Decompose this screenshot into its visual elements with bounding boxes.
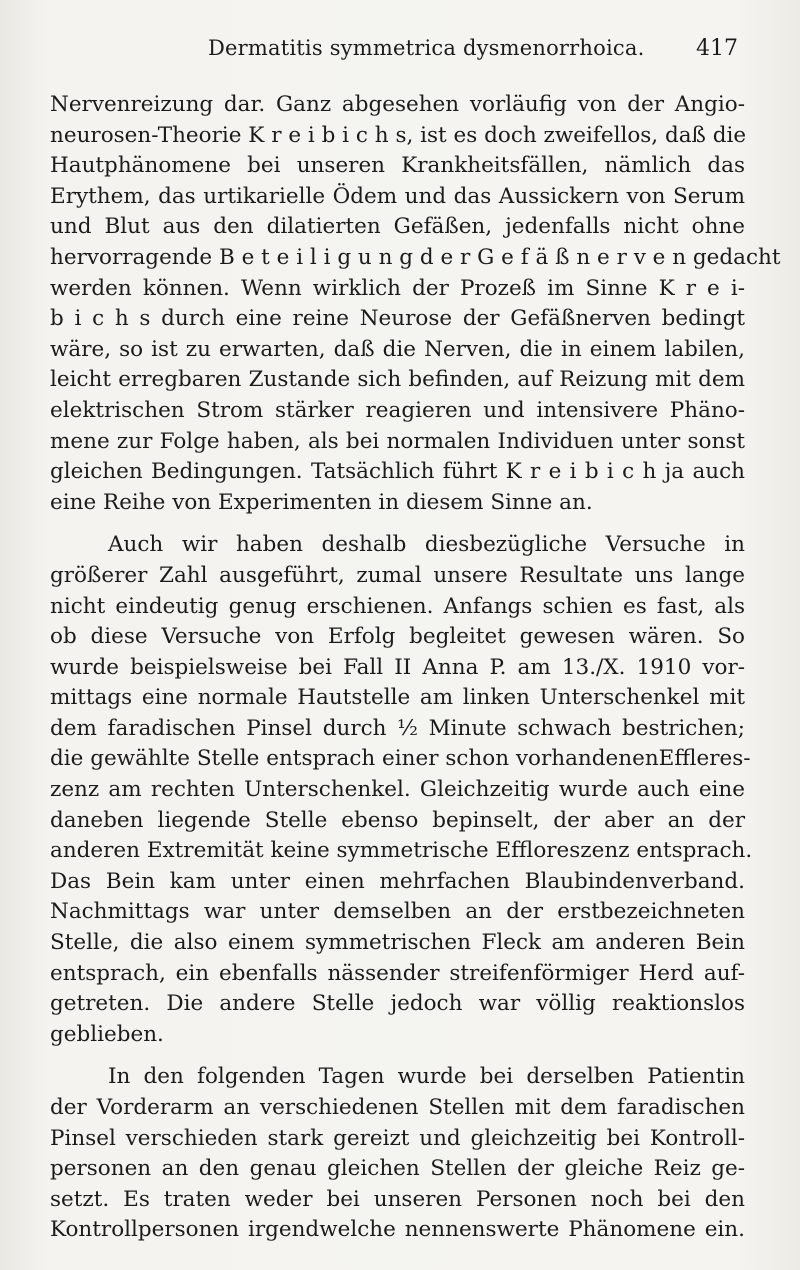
text-line: größerer Zahl ausgeführt, zumal unsere Resultate uns lange [50, 562, 745, 588]
text-line: ob diese Versuche von Erfolg begleitet gewesen wären. So [50, 624, 745, 650]
text-line: mittags eine normale Hautstelle am linken Unterschenkel mit [50, 685, 745, 711]
text-line: Hautphänomene bei unseren Krankheitsfällen, nämlich das [50, 153, 745, 179]
text-line: dem faradischen Pinsel durch ½ Minute schwach bestrichen; [50, 715, 745, 741]
text-line: Stelle, die also einem symmetrischen Fleck am anderen Bein [50, 930, 745, 956]
text-line: b i c h s durch eine reine Neurose der Gefäßnerven bedingt [50, 306, 745, 332]
text-line: werden können. Wenn wirklich der Prozeß im Sinne K r e i- [50, 275, 745, 301]
text-line: In den folgenden Tagen wurde bei derselben Patientin [108, 1064, 745, 1090]
paragraph-2 [50, 530, 753, 1050]
text-line: und Blut aus den dilatierten Gefäßen, jedenfalls nicht ohne [50, 214, 745, 240]
text-line: mene zur Folge haben, als bei normalen Individuen unter sonst [50, 428, 745, 454]
text-line: Das Bein kam unter einen mehrfachen Blaubindenverband. [50, 868, 745, 894]
body-text [50, 90, 781, 1246]
paragraph-gap [50, 518, 745, 530]
text-line: eine Reihe von Experimenten in diesem Sinne an. [50, 489, 593, 515]
text-line: getreten. Die andere Stelle jedoch war völlig reaktionslos [50, 991, 745, 1017]
page-number: 417 [696, 36, 738, 61]
text-line: der Vorderarm an verschiedenen Stellen mit dem faradischen [50, 1095, 745, 1120]
paragraph-gap [50, 1050, 745, 1062]
text-line: Kontrollpersonen irgendwelche nennenswerte Phänomene ein. [50, 1217, 745, 1243]
text-line: personen an den genau gleichen Stellen der gleiche Reiz ge- [50, 1156, 745, 1182]
text-line: hervorragende B e t e i l i g u n g d e r G e f ä ß n e r v e n gedacht [50, 244, 781, 270]
text-line: setzt. Es traten weder bei unseren Personen noch bei den [50, 1186, 745, 1212]
text-line: leicht erregbaren Zustande sich befinden, auf Reizung mit dem [50, 367, 745, 393]
text-line: wurde beispielsweise bei Fall II Anna P. am 13./X. 1910 vor- [50, 654, 745, 680]
page-header [60, 36, 742, 68]
paragraph-3 [50, 1062, 745, 1246]
text-line: zenz am rechten Unterschenkel. Gleichzeitig wurde auch eine [50, 777, 745, 803]
text-line: gleichen Bedingungen. Tatsächlich führt K r e i b i c h ja auch [50, 459, 745, 485]
paragraph-1 [50, 90, 781, 518]
text-line: daneben liegende Stelle ebenso bepinselt, der aber an der [50, 807, 745, 833]
text-line: Pinsel verschieden stark gereizt und gleichzeitig bei Kontroll- [50, 1125, 745, 1151]
running-title: Dermatitis symmetrica dysmenorrhoica. [208, 36, 645, 60]
text-line: elektrischen Strom stärker reagieren und intensivere Phäno- [50, 397, 745, 423]
text-line: neurosen-Theorie K r e i b i c h s, ist es doch zweifellos, daß die [50, 122, 747, 148]
text-line: nicht eindeutig genug erschienen. Anfangs schien es fast, als [50, 593, 745, 619]
text-line: geblieben. [50, 1021, 164, 1047]
text-line: Nachmittags war unter demselben an der erstbezeichneten [50, 899, 745, 925]
text-line: Auch wir haben deshalb diesbezügliche Versuche in [108, 532, 745, 558]
text-line: die gewählte Stelle entsprach einer schon vorhandenenEffleres- [50, 746, 751, 772]
text-line: Erythem, das urtikarielle Ödem und das Aussickern von Serum [50, 183, 745, 209]
text-line: Nervenreizung dar. Ganz abgesehen vorläufig von der Angio- [50, 92, 745, 117]
text-line: entsprach, ein ebenfalls nässender streifenförmiger Herd auf- [50, 960, 745, 986]
text-line: wäre, so ist zu erwarten, daß die Nerven, die in einem labilen, [50, 336, 745, 362]
text-line: anderen Extremität keine symmetrische Effloreszenz entsprach. [50, 838, 753, 864]
